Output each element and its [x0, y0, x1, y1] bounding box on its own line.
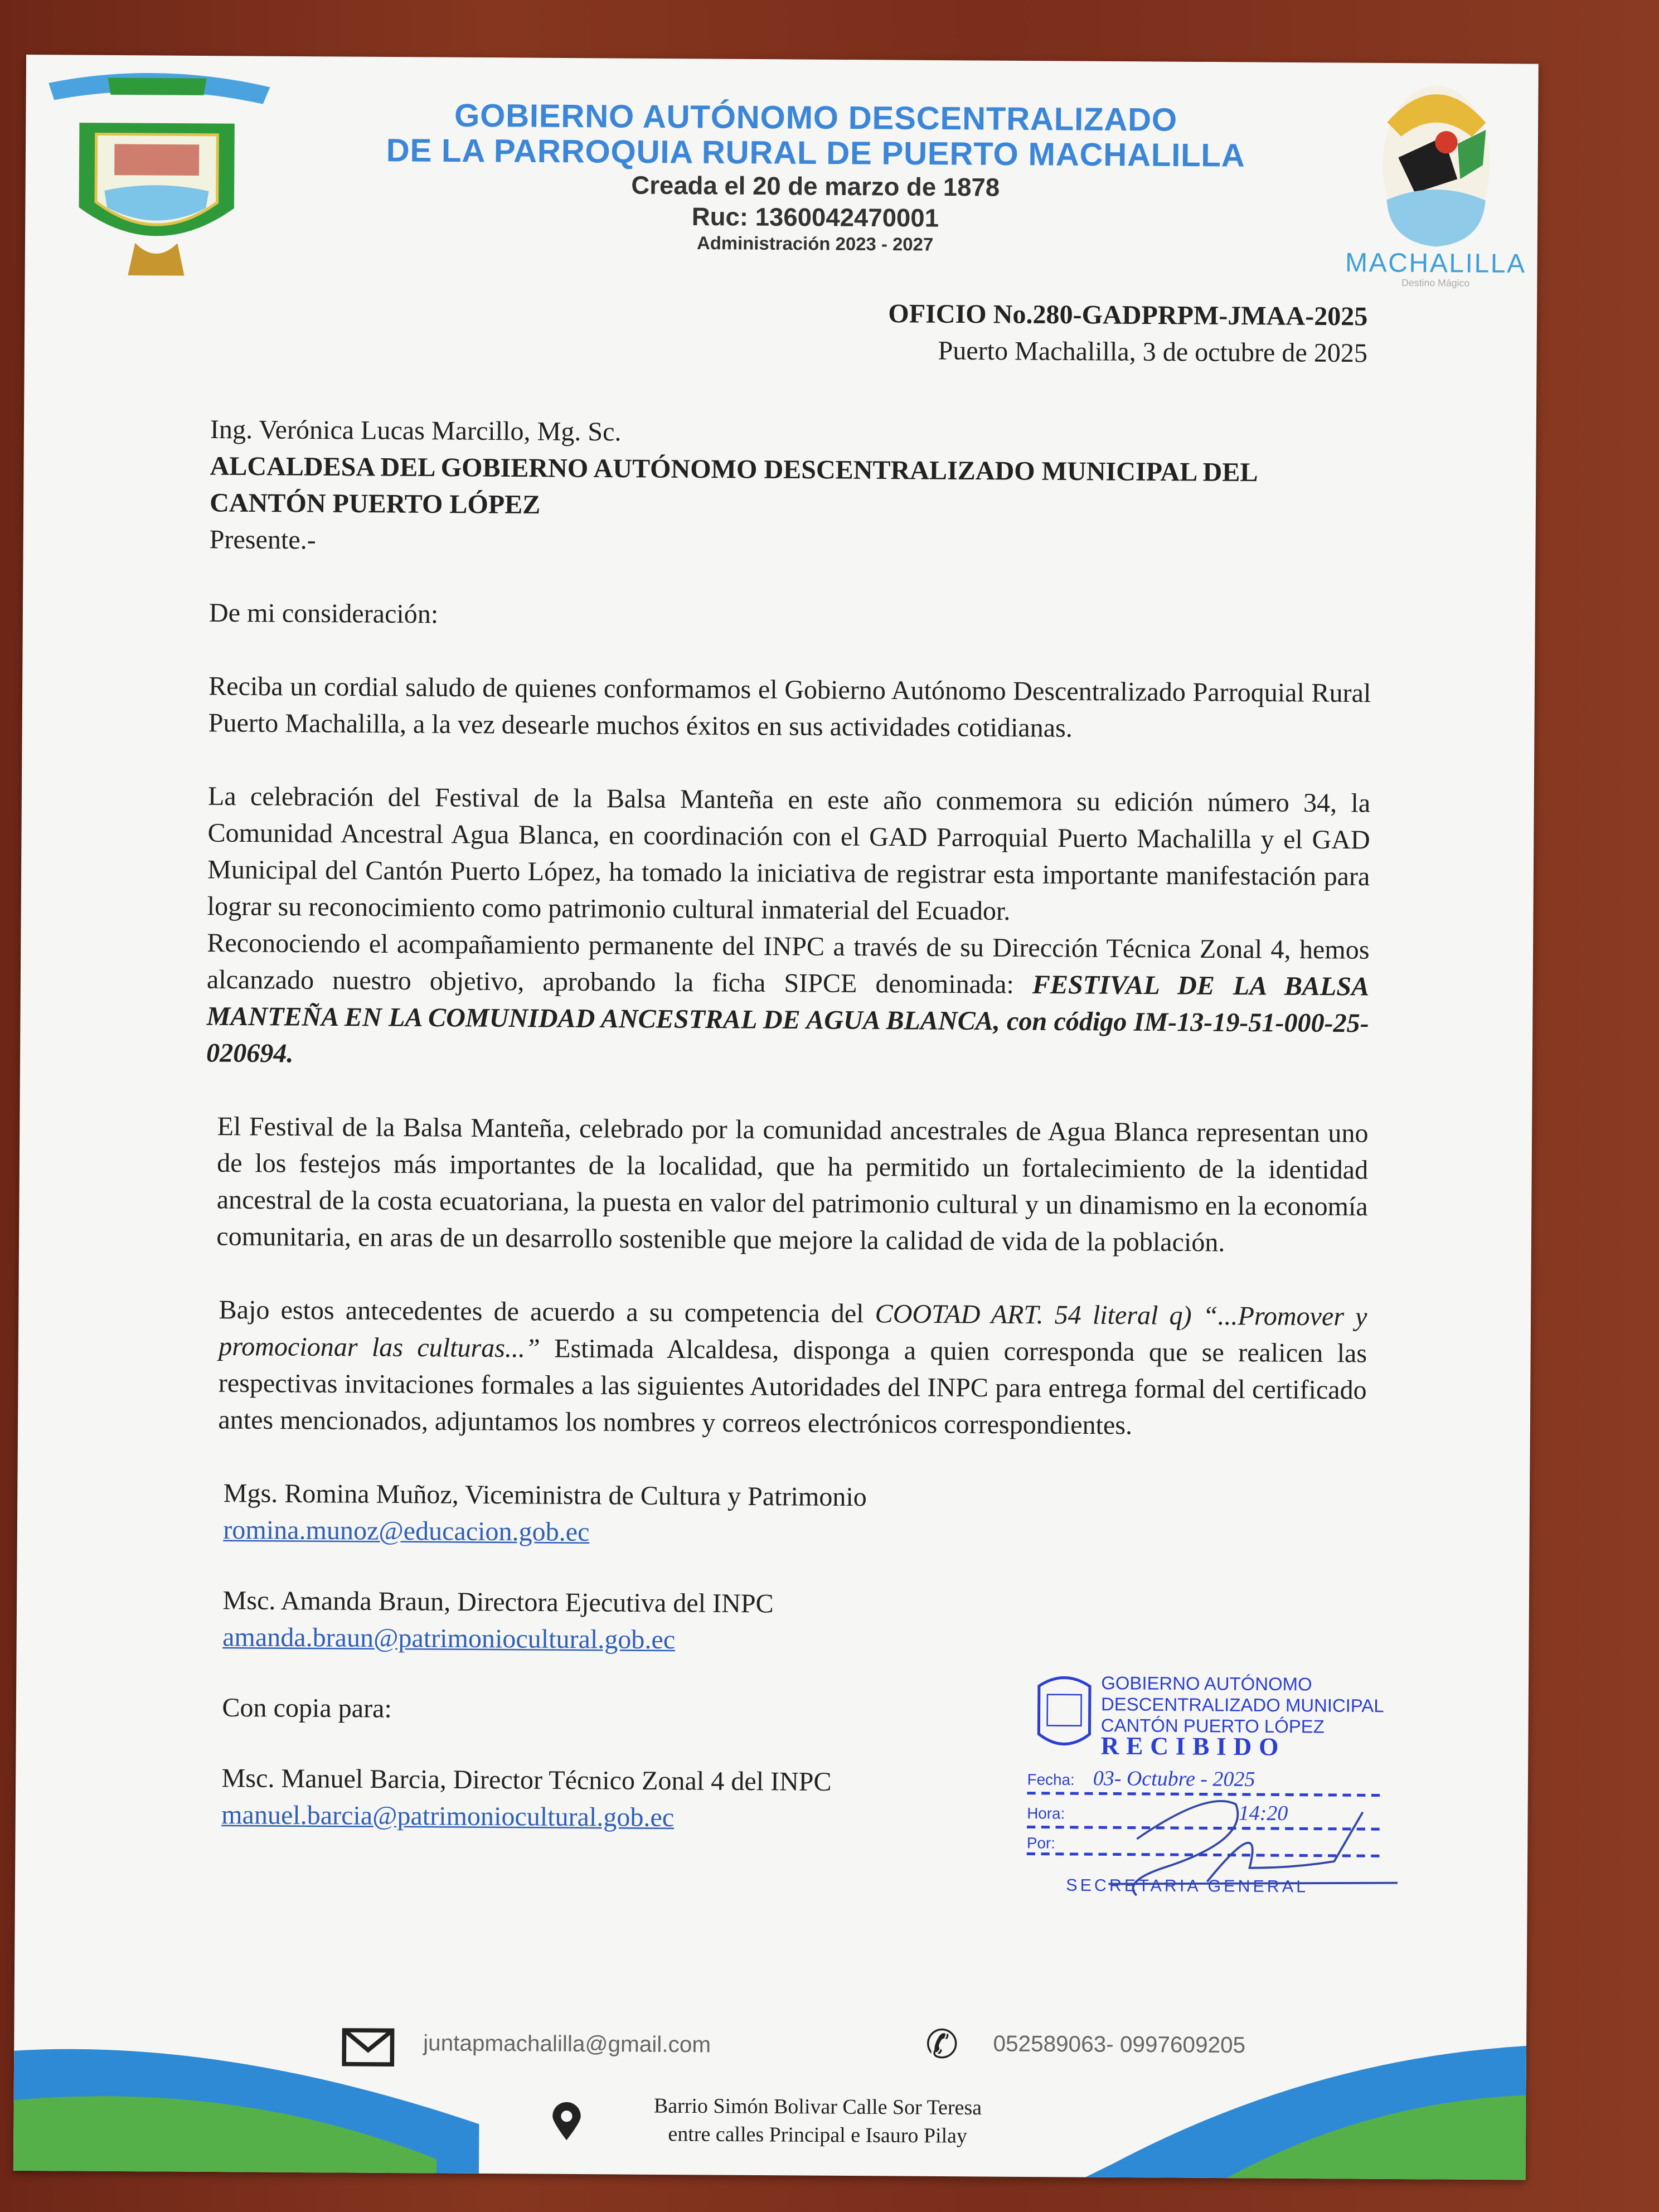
paragraph-1: Reciba un cordial saludo de quienes conformamos el Gobierno Autónomo Descentralizado Parroquial Rural Puerto Machalilla, a la vez desearle muchos éxitos en sus actividades cotidianas. — [208, 672, 1371, 744]
stamp-received: RECIBIDO — [1100, 1731, 1286, 1761]
header-created: Creada el 20 de marzo de 1878 — [631, 171, 1000, 202]
footer-address-line2: entre calles Principal e Isauro Pilay — [668, 2123, 968, 2148]
presente: Presente.- — [209, 525, 316, 556]
contact-1-email-link[interactable]: romina.munoz@educacion.gob.ec — [223, 1516, 590, 1548]
cc-name: Msc. Manuel Barcia, Director Técnico Zonal 4 del INPC — [221, 1764, 832, 1798]
stamp-line2: DESCENTRALIZADO MUNICIPAL — [1100, 1693, 1384, 1716]
paragraph-5 — [218, 1293, 1367, 1447]
por-label: Por: — [1026, 1835, 1056, 1853]
recipient-name: Ing. Verónica Lucas Marcillo, Mg. Sc. — [210, 415, 622, 448]
paragraph-3-text: Reconociendo el acompañamiento permanente del INPC a través de su Dirección Técnica Zonal 4, hemos alcanzado nuestro objetivo, aprobando la ficha SIPCE denominada: — [206, 929, 1370, 1001]
letter-reference: OFICIO No.280-GADPRPM-JMAA-2025 — [888, 299, 1368, 333]
header-title-line2: DE LA PARROQUIA RURAL DE PUERTO MACHALILLA — [386, 132, 1245, 174]
contact-1-name: Mgs. Romina Muñoz, Viceministra de Cultura y Patrimonio — [223, 1479, 867, 1513]
header-administration: Administración 2023 - 2027 — [696, 232, 934, 255]
paragraph-5-request: Estimada Alcaldesa, disponga a quien corresponda que se realicen las respectivas invitaciones formales a las siguientes Autoridades del INPC para entrega formal del certificado antes mencionados, adjuntamos los nombres y correos electrónicos correspondientes. — [218, 1334, 1367, 1442]
letter-page — [13, 55, 1539, 2180]
footer-email: juntapmachalilla@gmail.com — [423, 2032, 711, 2058]
footer-phone: 052589063- 0997609205 — [993, 2032, 1246, 2059]
contact-2-name: Msc. Amanda Braun, Directora Ejecutiva del INPC — [222, 1586, 774, 1620]
paragraph-5-text: Bajo estos antecedentes de acuerdo a su competencia del — [219, 1296, 875, 1330]
envelope-icon — [341, 2027, 395, 2067]
cc-email-link[interactable]: manuel.barcia@patrimoniocultural.gob.ec — [221, 1801, 675, 1833]
hora-value: 14:20 — [1238, 1803, 1288, 1826]
handwritten-signature — [1080, 1782, 1405, 1911]
cc-label: Con copia para: — [222, 1694, 392, 1725]
paragraph-5-cootad: COOTAD ART. 54 literal q) “...Promover y promocionar las culturas...” — [219, 1299, 1367, 1365]
paragraph-2: La celebración del Festival de la Balsa Manteña en este año conmemora su edición número 34, la Comunidad Ancestral Agua Blanca, en coordinación con el GAD Parroquial Puerto Machalilla y el GAD Municipal del Cantón Puerto López, ha tomado la iniciativa de registrar esta importante manifestación para lograr su reconocimiento como patrimonio cultural inmaterial del Ecuador. — [207, 782, 1371, 927]
header-title-line1: GOBIERNO AUTÓNOMO DESCENTRALIZADO — [454, 96, 1178, 138]
letter-place-date: Puerto Machalilla, 3 de octubre de 2025 — [938, 337, 1368, 369]
recipient-title: ALCALDESA DEL GOBIERNO AUTÓNOMO DESCENTRALIZADO MUNICIPAL DEL CANTÓN PUERTO LÓPEZ — [210, 452, 1257, 521]
location-pin-icon — [552, 2102, 581, 2142]
stamp-footer: SECRETARIA GENERAL — [1066, 1875, 1309, 1896]
hora-label: Hora: — [1027, 1806, 1065, 1823]
paragraph-3-ficha: FESTIVAL DE LA BALSA MANTEÑA EN LA COMUNIDAD ANCESTRAL DE AGUA BLANCA, con código IM-13-19-51-000-25-020694. — [206, 971, 1370, 1069]
stamp-line3: CANTÓN PUERTO LÓPEZ — [1100, 1714, 1325, 1738]
stamp-line1: GOBIERNO AUTÓNOMO — [1101, 1672, 1312, 1695]
header-ruc: Ruc: 1360042470001 — [691, 202, 939, 232]
paragraph-3 — [206, 926, 1370, 1080]
stamp-seal-icon — [1033, 1669, 1095, 1754]
paragraph-4: El Festival de la Balsa Manteña, celebrado por la comunidad ancestrales de Agua Blanca representan uno de los festejos más importantes de la localidad, que ha permitido un fortalecimiento de la identidad ancestral de la costa ecuatoriana, la puesta en valor del patrimonio cultural y un dinamismo en la economía comunitaria, en aras de un desarrollo sostenible que mejore la calidad de vida de la población. — [216, 1112, 1369, 1259]
logo-tagline: Destino Mágico — [1401, 279, 1470, 289]
footer-address-line1: Barrio Simón Bolivar Calle Sor Teresa — [653, 2095, 982, 2121]
contact-2-email-link[interactable]: amanda.braun@patrimoniocultural.gob.ec — [222, 1623, 676, 1656]
greeting: De mi consideración: — [208, 599, 439, 630]
logo-text: MACHALILLA — [1345, 249, 1526, 280]
phone-icon: ✆ — [925, 2024, 959, 2068]
fecha-value: 03- Octubre - 2025 — [1093, 1768, 1255, 1792]
fecha-label: Fecha: — [1027, 1772, 1075, 1789]
